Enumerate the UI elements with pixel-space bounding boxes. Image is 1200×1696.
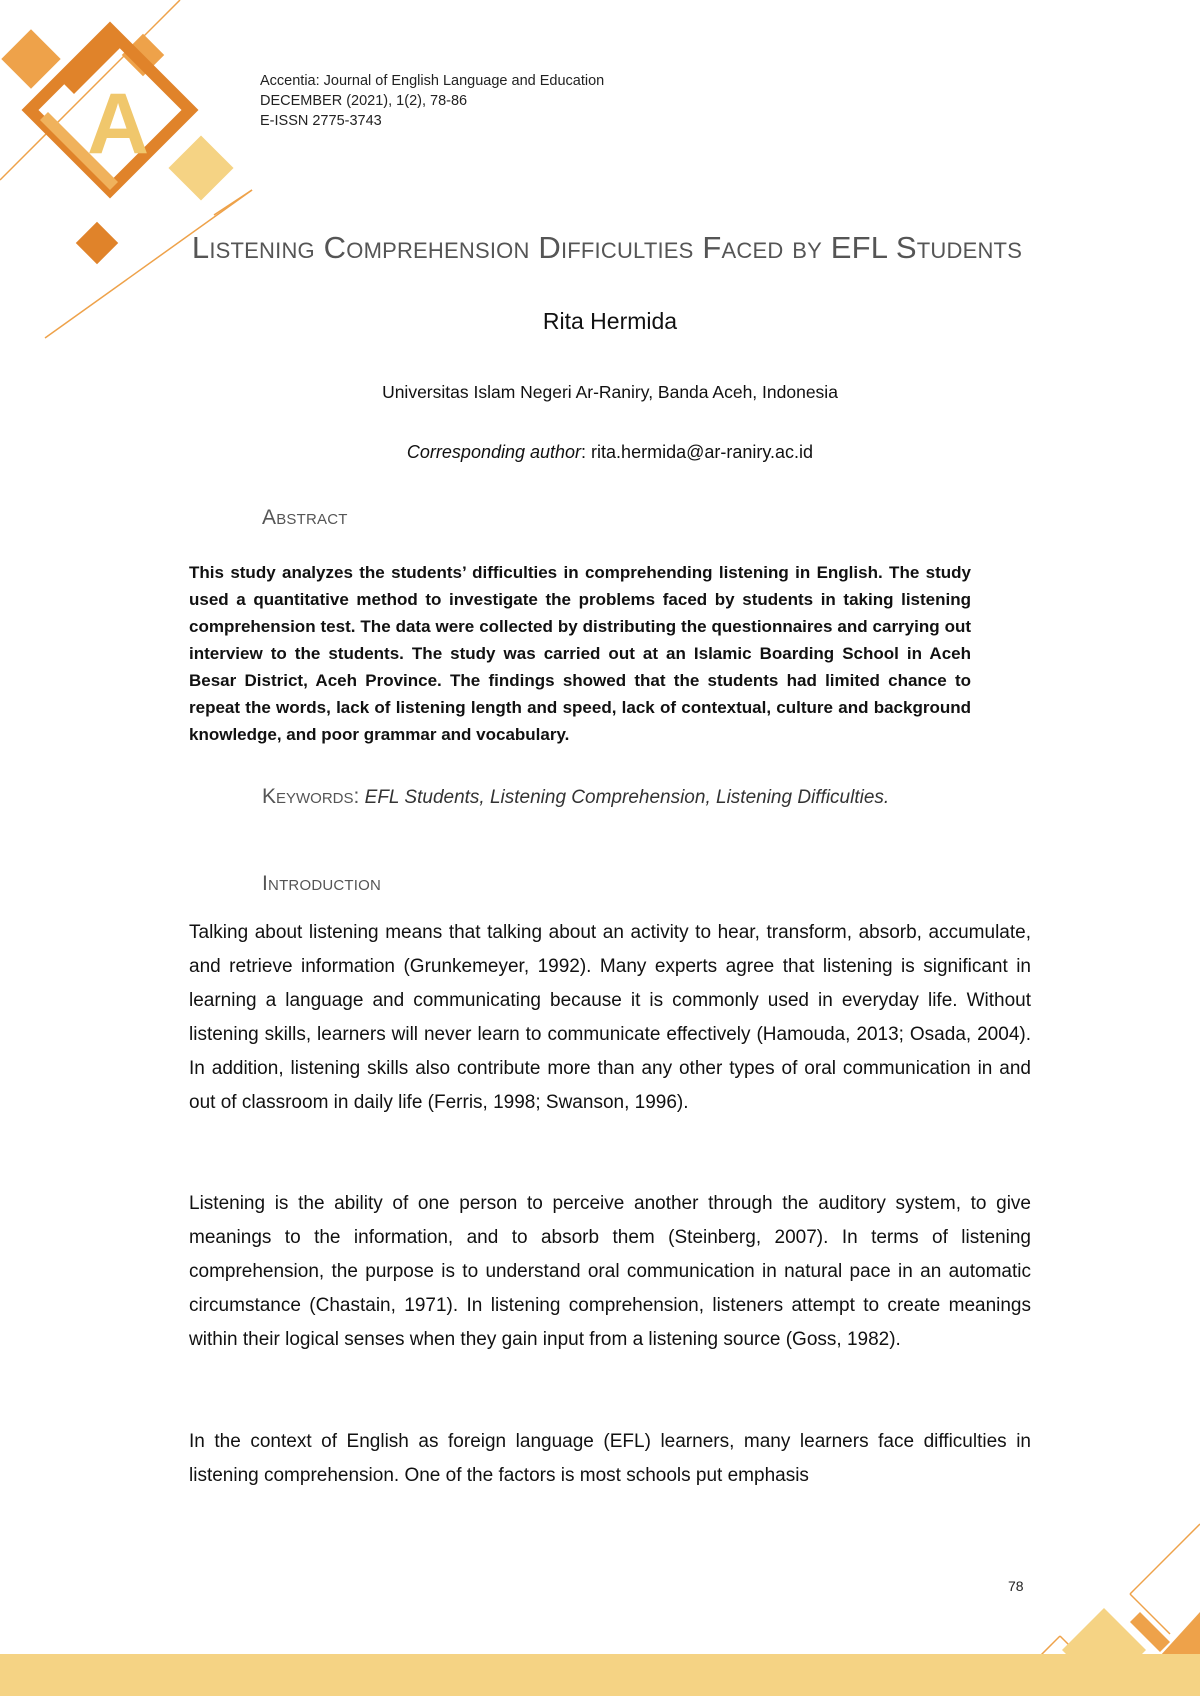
journal-logo xyxy=(0,0,270,345)
logo-letter: A xyxy=(86,76,150,172)
body-paragraph: Listening is the ability of one person to perceive another through the auditory system, to give meanings to the information, and to absorb them (Steinberg, 2007). In terms of listening comprehension, the purpose is to understand oral communication in natural pace in an automatic circumstance (Chastain, 1971). In listening comprehension, listeners attempt to create meanings within their logical senses when they gain input from a listening source (Goss, 1982). xyxy=(189,1193,1031,1350)
keywords xyxy=(262,785,889,809)
introduction-heading: Introduction xyxy=(262,872,382,895)
corresponding-label: Corresponding author xyxy=(406,442,582,462)
footer-band xyxy=(0,1654,1200,1696)
journal-issue: DECEMBER (2021), 1(2), 78-86 xyxy=(260,93,468,109)
abstract-text: This study analyzes the students’ difficulties in comprehending listening in English. The study used a quantitative method to investigate the problems faced by students in taking listening comprehension test. The data were collected by distributing the questionnaires and carrying out interview to the students. The study was carried out at an Islamic Boarding School in Aceh Besar District, Aceh Province. The findings showed that the students had limited chance to repeat the words, lack of listening length and speed, lack of contextual, culture and background knowledge, and poor grammar and vocabulary. xyxy=(189,563,971,744)
corresponding-author xyxy=(0,442,1200,463)
abstract-heading: Abstract xyxy=(262,506,348,529)
journal-name: Accentia: Journal of English Language and Education xyxy=(260,73,605,89)
journal-header xyxy=(260,71,604,131)
corresponding-email: : rita.hermida@ar-raniry.ac.id xyxy=(581,442,814,462)
paper-author: Rita Hermida xyxy=(542,308,678,334)
keywords-list: EFL Students, Listening Comprehension, Listening Difficulties. xyxy=(364,787,890,808)
paper-title: Listening Comprehension Difficulties Faced by EFL Students xyxy=(191,230,1023,265)
journal-issn: E-ISSN 2775-3743 xyxy=(260,113,382,129)
paper-affiliation: Universitas Islam Negeri Ar-Raniry, Banda Aceh, Indonesia xyxy=(382,382,838,402)
page-number: 78 xyxy=(1008,1578,1024,1594)
keywords-label: Keywords: xyxy=(262,785,360,808)
body-paragraph: Talking about listening means that talking about an activity to hear, transform, absorb, accumulate, and retrieve information (Grunkemeyer, 1992). Many experts agree that listening is significant in learning a language and communicating because it is commonly used in everyday life. Without listening skills, learners will never learn to communicate effectively (Hamouda, 2013; Osada, 2004). In addition, listening skills also contribute more than any other types of oral communication in and out of classroom in daily life (Ferris, 1998; Swanson, 1996). xyxy=(189,922,1031,1113)
body-paragraph: In the context of English as foreign language (EFL) learners, many learners face difficulties in listening comprehension. One of the factors is most schools put emphasis xyxy=(189,1431,1031,1486)
